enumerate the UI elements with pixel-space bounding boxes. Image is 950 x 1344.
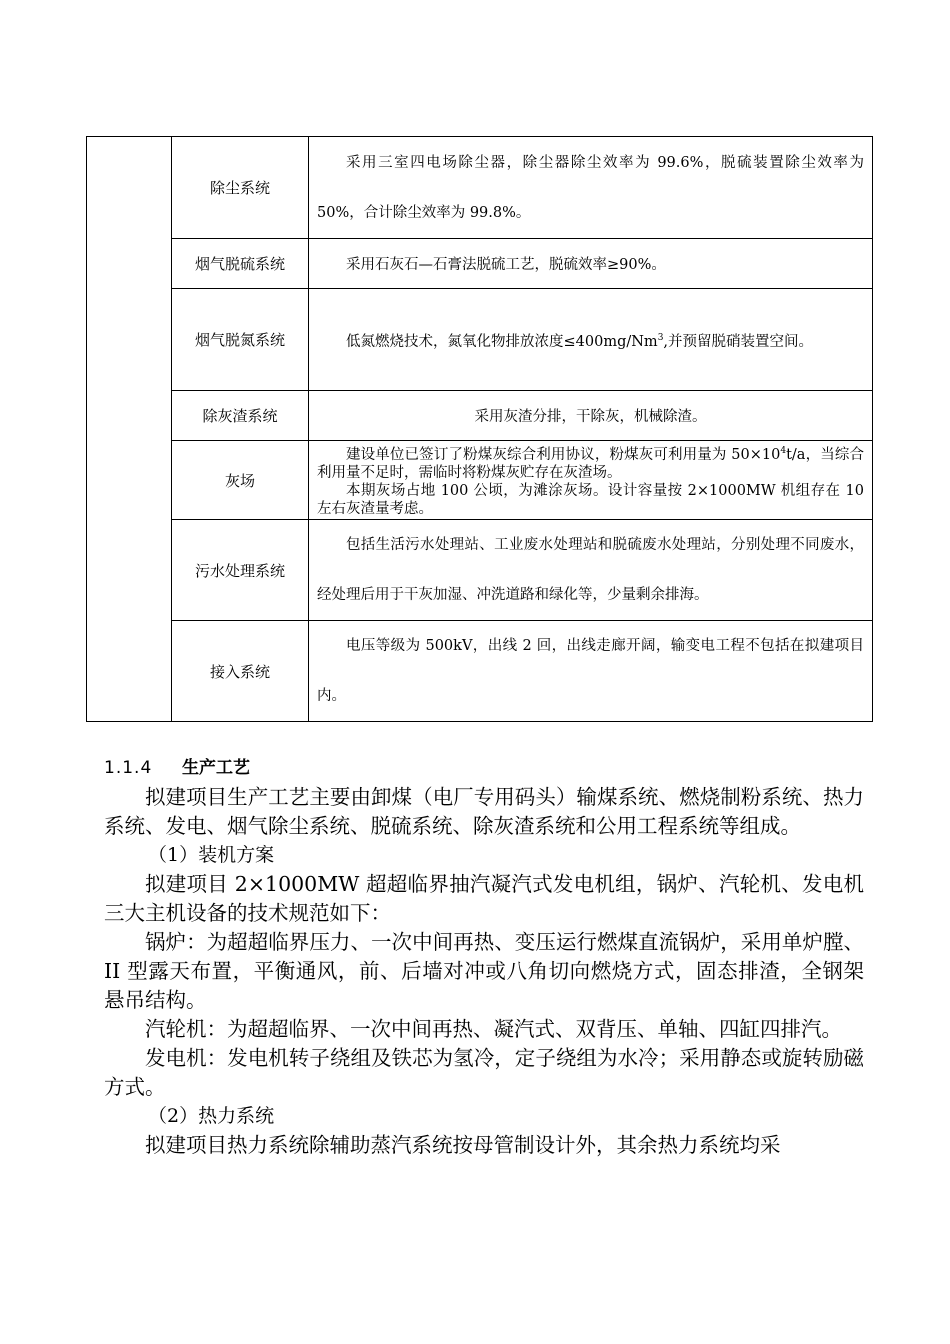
section-number: 1.1.4 bbox=[104, 758, 153, 778]
ash-yard-para-1: 建设单位已签订了粉煤灰综合利用协议，粉煤灰可利用量为 $50\times 10^4t/a$，当综合利用量不足时，需临时将粉煤灰贮存在灰渣场。 bbox=[317, 446, 864, 481]
ash-yard-para-2: 本期灰场占地 100 公顷，为滩涂灰场。设计容量按 2×1000MW 机组存在 10 左右灰渣量考虑。 bbox=[317, 482, 864, 517]
production-process-section bbox=[104, 753, 864, 1160]
table-row bbox=[87, 239, 873, 289]
subheading-installation: （1）装机方案 bbox=[148, 844, 275, 866]
row-name-ash-removal: 除灰渣系统 bbox=[172, 391, 309, 441]
table-row bbox=[87, 289, 873, 391]
row-desc-denitrification: 低氮燃烧技术，氮氧化物排放浓度$\le 400mg/Nm^3$,并预留脱硝装置空间。 bbox=[309, 289, 873, 391]
table-row bbox=[87, 621, 873, 722]
section-title: 生产工艺 bbox=[182, 758, 250, 778]
row-desc-desulfurization: 采用石灰石—石膏法脱硫工艺，脱硫效率≥90%。 bbox=[309, 239, 873, 289]
row-desc-grid-access: 电压等级为 500kV，出线 2 回，出线走廊开阔，输变电工程不包括在拟建项目内。 bbox=[309, 621, 873, 722]
paragraph-generator: 发电机：发电机转子绕组及铁芯为氢冷，定子绕组为水冷；采用静态或旋转励磁方式。 bbox=[104, 1046, 864, 1099]
row-desc-ash-removal: 采用灰渣分排，干除灰，机械除渣。 bbox=[309, 391, 873, 441]
row-desc-dust-removal: 采用三室四电场除尘器，除尘器除尘效率为 99.6%，脱硫装置除尘效率为 50%，合计除尘效率为 99.8%。 bbox=[309, 137, 873, 239]
row-desc-wastewater: 包括生活污水处理站、工业废水处理站和脱硫废水处理站，分别处理不同废水，经处理后用于干灰加湿、冲洗道路和绿化等，少量剩余排海。 bbox=[309, 520, 873, 621]
table-row bbox=[87, 441, 873, 520]
table-row bbox=[87, 520, 873, 621]
system-spec-table bbox=[86, 136, 873, 722]
row-name-dust-removal: 除尘系统 bbox=[172, 137, 309, 239]
row-name-denitrification: 烟气脱氮系统 bbox=[172, 289, 309, 391]
subheading-thermal: （2）热力系统 bbox=[148, 1105, 275, 1127]
row-desc-ash-yard bbox=[309, 441, 873, 520]
paragraph-units: 拟建项目 2×1000MW 超超临界抽汽凝汽式发电机组，锅炉、汽轮机、发电机三大主机设备的技术规范如下： bbox=[104, 872, 864, 925]
paragraph-thermal: 拟建项目热力系统除辅助蒸汽系统按母管制设计外，其余热力系统均采 bbox=[145, 1133, 781, 1157]
paragraph-turbine: 汽轮机：为超超临界、一次中间再热、凝汽式、双背压、单轴、四缸四排汽。 bbox=[145, 1017, 842, 1041]
row-name-grid-access: 接入系统 bbox=[172, 621, 309, 722]
row-name-ash-yard: 灰场 bbox=[172, 441, 309, 520]
row-name-desulfurization: 烟气脱硫系统 bbox=[172, 239, 309, 289]
table-row bbox=[87, 391, 873, 441]
table-row bbox=[87, 137, 873, 239]
table-outer-column bbox=[87, 137, 172, 722]
intro-paragraph: 拟建项目生产工艺主要由卸煤（电厂专用码头）输煤系统、燃烧制粉系统、热力系统、发电、烟气除尘系统、脱硫系统、除灰渣系统和公用工程系统等组成。 bbox=[104, 785, 864, 838]
row-name-wastewater: 污水处理系统 bbox=[172, 520, 309, 621]
paragraph-boiler: 锅炉：为超超临界压力、一次中间再热、变压运行燃煤直流锅炉，采用单炉膛、II 型露天布置，平衡通风，前、后墙对冲或八角切向燃烧方式，固态排渣，全钢架悬吊结构。 bbox=[104, 930, 864, 1012]
section-heading bbox=[104, 753, 864, 783]
